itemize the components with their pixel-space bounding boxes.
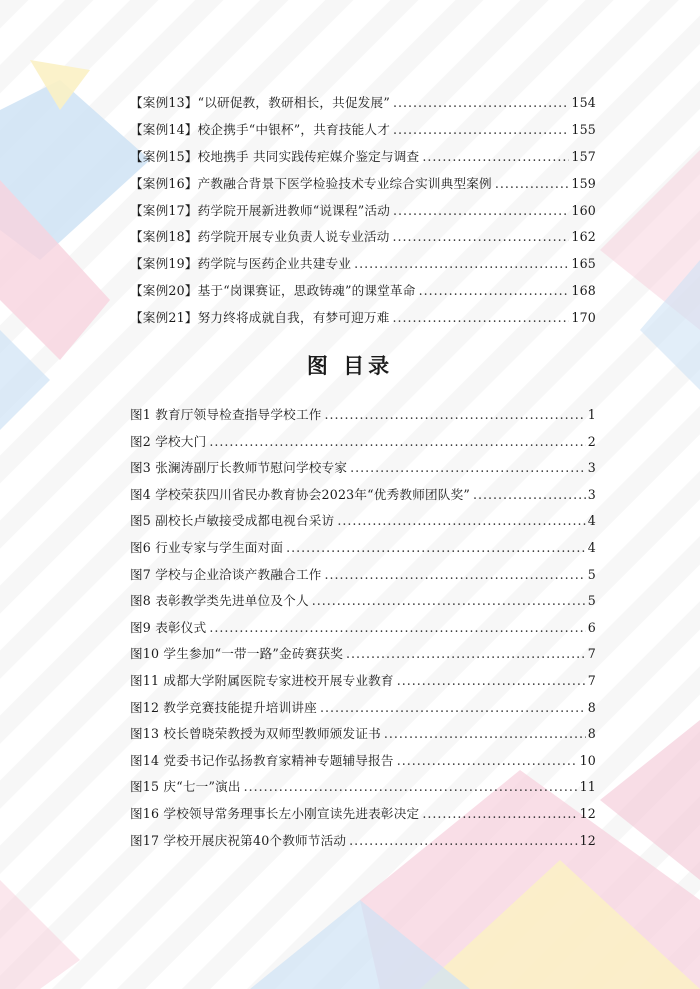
- toc-entry[interactable]: [130, 562, 596, 589]
- figure-index-heading: 图 目录: [306, 354, 394, 378]
- toc-entry-title: 【案例21】努力终将成就自我，有梦可迎万难: [130, 310, 390, 326]
- dot-leader: [209, 429, 585, 456]
- toc-entry[interactable]: [130, 828, 596, 855]
- dot-leader: [312, 588, 586, 615]
- dot-leader: [354, 251, 569, 278]
- toc-entry-title: 图13 校长曾晓荣教授为双师型教师颁发证书: [130, 726, 381, 742]
- dot-leader: [422, 144, 569, 171]
- toc-entry-title: 图2 学校大门: [130, 433, 207, 449]
- dot-leader: [320, 695, 586, 722]
- toc-entry-page: 12: [579, 805, 596, 821]
- toc-entry-title: 图7 学校与企业洽谈产教融合工作: [130, 566, 322, 582]
- toc-entry-page: 1: [587, 407, 596, 422]
- toc-entry-title: 【案例19】药学院与医药企业共建专业: [130, 256, 352, 272]
- dot-leader: [393, 117, 569, 144]
- toc-entry[interactable]: [130, 455, 596, 482]
- toc-entry-title: 图12 教学竞赛技能提升培训讲座: [130, 699, 317, 715]
- toc-entry-title: 图16 学校领导常务理事长左小刚宣读先进表彰决定: [130, 805, 420, 821]
- dot-leader: [325, 402, 586, 429]
- toc-entry[interactable]: [130, 305, 596, 332]
- toc-entry[interactable]: [130, 748, 596, 775]
- toc-entry-title: 【案例16】产教融合背景下医学检验技术专业综合实训典型案例: [130, 175, 492, 191]
- dot-leader: [244, 774, 578, 801]
- toc-entry-title: 【案例20】基于“岗课赛证，思政铸魂”的课堂革命: [130, 283, 416, 299]
- toc-entry-page: 170: [571, 310, 596, 326]
- toc-entry-page: 7: [587, 646, 596, 662]
- toc-entry-page: 6: [587, 619, 596, 635]
- toc-entry-title: 图3 张澜涛副厅长教师节慰问学校专家: [130, 460, 348, 476]
- toc-entry[interactable]: [130, 695, 596, 722]
- toc-entry[interactable]: [130, 508, 596, 535]
- dot-leader: [473, 482, 586, 509]
- toc-entry[interactable]: [130, 721, 596, 748]
- dot-leader: [422, 801, 577, 828]
- dot-leader: [209, 615, 585, 642]
- toc-entry-page: 7: [587, 672, 596, 688]
- toc-entry[interactable]: [130, 198, 596, 225]
- toc-entry-title: 图11 成都大学附属医院专家进校开展专业教育: [130, 672, 394, 688]
- toc-entry-page: 168: [571, 283, 596, 299]
- dot-leader: [393, 198, 569, 225]
- toc-entry[interactable]: [130, 429, 596, 456]
- toc-entry-title: 图15 庆“七一”演出: [130, 779, 241, 795]
- toc-entry-title: 图9 表彰仪式: [130, 619, 207, 635]
- toc-entry-page: 159: [571, 175, 596, 191]
- toc-entry[interactable]: [130, 224, 596, 251]
- toc-entry[interactable]: [130, 588, 596, 615]
- dot-leader: [419, 278, 570, 305]
- dot-leader: [325, 562, 586, 589]
- toc-entry-page: 155: [571, 121, 596, 137]
- toc-entry-title: 【案例18】药学院开展专业负责人说专业活动: [130, 229, 390, 245]
- toc-entry[interactable]: [130, 144, 596, 171]
- toc-entry-title: 【案例17】药学院开展新进教师“说课程”活动: [130, 202, 390, 218]
- dot-leader: [393, 305, 570, 332]
- toc-entry-page: 4: [587, 539, 596, 555]
- toc-entry-title: 图14 党委书记作弘扬教育家精神专题辅导报告: [130, 752, 394, 768]
- toc-entry-page: 154: [571, 95, 596, 110]
- dot-leader: [397, 748, 578, 775]
- toc-entry-title: 图10 学生参加“一带一路”金砖赛获奖: [130, 646, 344, 662]
- toc-entry-title: 【案例14】校企携手“中银杯”，共育技能人才: [130, 121, 390, 137]
- toc-entry-page: 4: [587, 513, 596, 529]
- toc-entry-page: 162: [571, 229, 596, 245]
- toc-entry-page: 157: [571, 148, 596, 164]
- case-toc-list: [130, 90, 596, 332]
- dot-leader: [495, 171, 570, 198]
- toc-entry[interactable]: [130, 171, 596, 198]
- toc-entry-page: 160: [571, 202, 596, 218]
- toc-entry-page: 5: [587, 566, 596, 582]
- toc-entry[interactable]: [130, 615, 596, 642]
- toc-entry-title: 【案例15】校地携手 共同实践传疟媒介鉴定与调查: [130, 148, 420, 164]
- toc-entry-page: 3: [587, 486, 596, 502]
- toc-entry-title: 图4 学校荣获四川省民办教育协会2023年“优秀教师团队奖”: [130, 486, 471, 502]
- dot-leader: [349, 828, 577, 855]
- dot-leader: [286, 535, 586, 562]
- toc-entry[interactable]: [130, 535, 596, 562]
- toc-entry[interactable]: [130, 117, 596, 144]
- toc-entry-title: 图1 教育厅领导检查指导学校工作: [130, 407, 322, 422]
- toc-entry-page: 2: [587, 433, 596, 449]
- toc-entry-title: 图8 表彰教学类先进单位及个人: [130, 593, 309, 609]
- toc-entry-title: 图17 学校开展庆祝第40个教师节活动: [130, 832, 347, 848]
- toc-entry[interactable]: [130, 801, 596, 828]
- toc-entry-title: 【案例13】“以研促教，教研相长，共促发展”: [130, 95, 390, 110]
- toc-entry[interactable]: [130, 641, 596, 668]
- toc-entry[interactable]: [130, 482, 596, 509]
- toc-entry-page: 3: [587, 460, 596, 476]
- toc-entry-page: 8: [587, 699, 596, 715]
- toc-entry[interactable]: [130, 668, 596, 695]
- dot-leader: [346, 641, 586, 668]
- figure-toc-list: [130, 402, 596, 854]
- dot-leader: [337, 508, 585, 535]
- toc-entry[interactable]: [130, 774, 596, 801]
- toc-entry[interactable]: [130, 402, 596, 429]
- toc-entry[interactable]: [130, 251, 596, 278]
- dot-leader: [384, 721, 586, 748]
- toc-entry-page: 10: [579, 752, 596, 768]
- toc-entry-title: 图5 副校长卢敏接受成都电视台采访: [130, 513, 335, 529]
- toc-entry-page: 165: [571, 256, 596, 272]
- toc-entry-page: 8: [587, 726, 596, 742]
- dot-leader: [397, 668, 586, 695]
- toc-entry-page: 11: [579, 779, 596, 795]
- toc-entry-page: 5: [587, 593, 596, 609]
- toc-entry-page: 12: [579, 832, 596, 848]
- dot-leader: [350, 455, 586, 482]
- toc-entry-title: 图6 行业专家与学生面对面: [130, 539, 284, 555]
- dot-leader: [393, 90, 569, 117]
- toc-entry[interactable]: [130, 90, 596, 117]
- dot-leader: [393, 224, 570, 251]
- toc-entry[interactable]: [130, 278, 596, 305]
